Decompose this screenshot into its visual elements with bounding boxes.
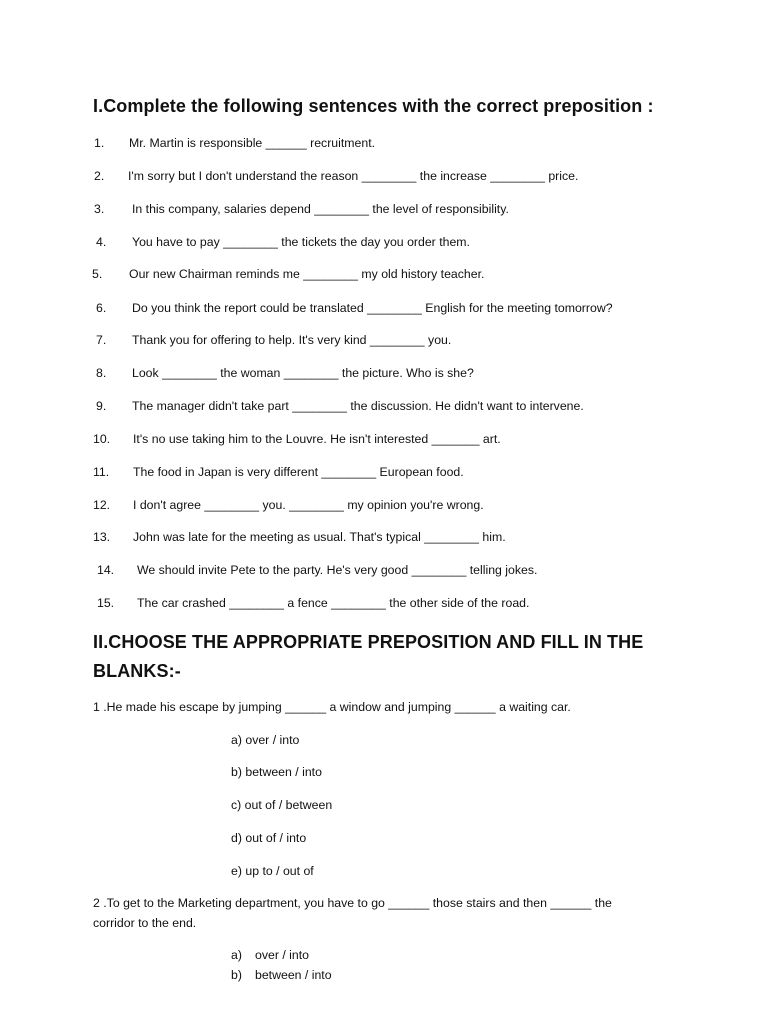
question-text: It's no use taking him to the Louvre. He isn't interested _______ art. — [133, 432, 501, 446]
option-e: e) up to / out of — [231, 864, 314, 878]
option-c: c) out of / between — [231, 798, 333, 812]
option-label: b) — [231, 968, 242, 982]
question-number: 13. — [93, 530, 111, 544]
question-number: 15. — [97, 596, 115, 610]
option-label: a) — [231, 948, 242, 962]
section1-title: I.Complete the following sentences with the correct preposition : — [93, 96, 654, 116]
question-text: The car crashed ________ a fence ________ the other side of the road. — [137, 596, 530, 610]
question-text: We should invite Pete to the party. He's very good ________ telling jokes. — [137, 563, 538, 577]
question-number: 11. — [93, 465, 110, 479]
question-number: 14. — [97, 563, 115, 577]
question-number: 4. — [96, 235, 107, 249]
question-text: The manager didn't take part ________ the discussion. He didn't want to intervene. — [132, 399, 584, 413]
question-number: 9. — [96, 399, 107, 413]
choice-question-2: 2 .To get to the Marketing department, you have to go ______ those stairs and then ______ the corridor to the end. — [93, 896, 612, 930]
option-value: between / into — [255, 968, 332, 982]
question-number: 8. — [96, 366, 107, 380]
option-a: a) over / into — [231, 733, 300, 747]
question-text: John was late for the meeting as usual. That's typical ________ him. — [133, 530, 506, 544]
question-text: Look ________ the woman ________ the picture. Who is she? — [132, 366, 474, 380]
question-number: 1. — [94, 136, 105, 150]
question-number: 2. — [94, 169, 105, 183]
section2-title: II.CHOOSE THE APPROPRIATE PREPOSITION AND FILL IN THE BLANKS:- — [93, 632, 644, 681]
question-text: Do you think the report could be translated ________ English for the meeting tomorrow? — [132, 301, 613, 315]
option-d: d) out of / into — [231, 831, 307, 845]
option-b: b) between / into — [231, 765, 322, 779]
question-number: 5. — [92, 267, 103, 281]
question-number: 7. — [96, 333, 107, 347]
question-text: I'm sorry but I don't understand the reason ________ the increase ________ price. — [128, 169, 579, 183]
question-text: Mr. Martin is responsible ______ recruitment. — [129, 136, 376, 150]
question-number: 3. — [94, 202, 105, 216]
question-text: I don't agree ________ you. ________ my opinion you're wrong. — [133, 498, 484, 512]
question-text: The food in Japan is very different ________ European food. — [133, 465, 464, 479]
question-text: Our new Chairman reminds me ________ my old history teacher. — [129, 267, 485, 281]
question-text: In this company, salaries depend ________ the level of responsibility. — [132, 202, 509, 216]
question-number: 10. — [93, 432, 111, 446]
question-text: You have to pay ________ the tickets the day you order them. — [132, 235, 470, 249]
question-number: 6. — [96, 301, 107, 315]
choice-question-1: 1 .He made his escape by jumping ______ a window and jumping ______ a waiting car. — [93, 700, 571, 714]
question-number: 12. — [93, 498, 111, 512]
option-value: over / into — [255, 948, 309, 962]
question-text: Thank you for offering to help. It's very kind ________ you. — [132, 333, 452, 347]
